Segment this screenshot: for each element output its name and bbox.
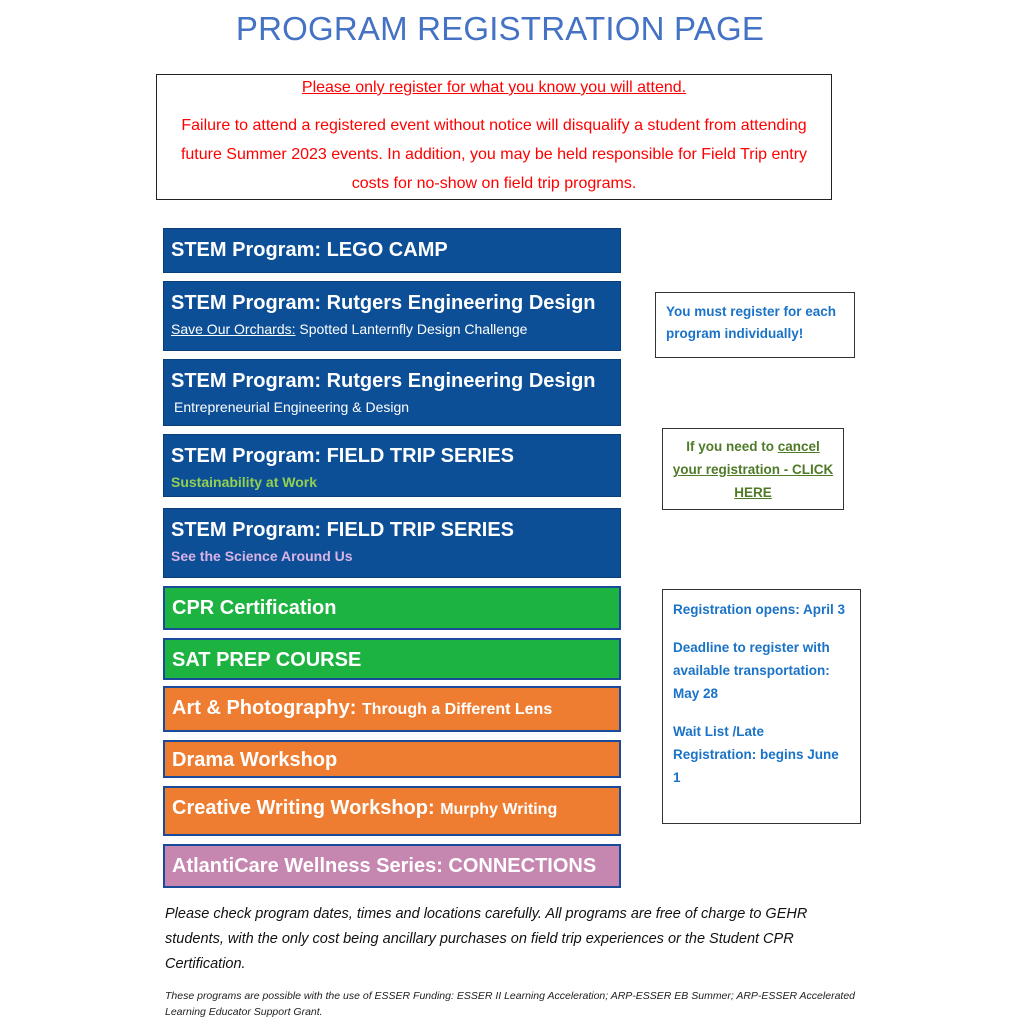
cancel-prefix: If you need to	[686, 439, 778, 454]
program-lego-camp[interactable]	[163, 228, 621, 273]
program-subtitle: Through a Different Lens	[362, 701, 553, 718]
program-title: Art & Photography: Through a Different Lens	[172, 697, 553, 719]
cancel-registration-box	[662, 428, 844, 510]
notice-body: Failure to attend a registered event without notice will disqualify a student from attending future Summer 2023 events. In addition, you may be held responsible for Field Trip entry costs for no-show on field trip programs.	[180, 117, 808, 192]
program-title: STEM Program: Rutgers Engineering Design	[171, 370, 596, 392]
program-subtitle: Sustainability at Work	[171, 474, 317, 490]
program-title: CPR Certification	[172, 597, 337, 619]
program-subtitle: Save Our Orchards: Spotted Lanternfly Design Challenge	[171, 321, 528, 337]
program-info-note: Please check program dates, times and locations carefully. All programs are free of charge to GEHR students, with the only cost being ancillary purchases on field trip experiences or the Student CPR Certification.	[165, 906, 808, 972]
program-rutgers-entrepreneurial[interactable]	[163, 359, 621, 426]
waitlist-info: Wait List /Late Registration: begins June 1	[673, 724, 839, 785]
program-title: SAT PREP COURSE	[172, 649, 362, 671]
program-title: Drama Workshop	[172, 749, 338, 771]
registration-deadline: Deadline to register with available transportation: May 28	[673, 640, 830, 701]
program-title: Creative Writing Workshop: Murphy Writing	[172, 797, 558, 819]
program-title: STEM Program: FIELD TRIP SERIES	[171, 519, 515, 541]
subtitle-link[interactable]: Save Our Orchards:	[171, 321, 296, 337]
program-title: AtlantiCare Wellness Series: CONNECTIONS	[172, 855, 597, 877]
cancel-registration-link[interactable]: cancel your registration - CLICK HERE	[672, 439, 834, 500]
register-individually-note: You must register for each program individually!	[655, 292, 855, 358]
program-sat-prep[interactable]	[163, 638, 621, 680]
program-title: STEM Program: LEGO CAMP	[171, 239, 448, 261]
attendance-notice	[156, 74, 832, 200]
program-title: STEM Program: Rutgers Engineering Design	[171, 292, 596, 314]
program-rutgers-orchards[interactable]	[163, 281, 621, 351]
program-field-trip-science[interactable]	[163, 508, 621, 578]
program-cpr-certification[interactable]	[163, 586, 621, 630]
registration-opens: Registration opens: April 3	[673, 602, 846, 617]
program-subtitle: Entrepreneurial Engineering & Design	[174, 399, 410, 415]
registration-dates-box	[662, 589, 861, 824]
program-field-trip-sustainability[interactable]	[163, 434, 621, 497]
program-creative-writing[interactable]	[163, 786, 621, 836]
program-subtitle: See the Science Around Us	[171, 548, 353, 564]
funding-footnote: These programs are possible with the use of ESSER Funding: ESSER II Learning Acceleration; ARP-ESSER EB Summer; ARP-ESSER Accelerated Learning Educator Support Grant.	[165, 990, 856, 1018]
program-drama-workshop[interactable]	[163, 740, 621, 778]
program-art-photography[interactable]	[163, 686, 621, 732]
program-title: STEM Program: FIELD TRIP SERIES	[171, 445, 515, 467]
program-subtitle: Murphy Writing	[440, 801, 558, 818]
page-title: PROGRAM REGISTRATION PAGE	[235, 10, 765, 47]
notice-heading: Please only register for what you know you will attend.	[301, 79, 687, 96]
program-atlanticare-wellness[interactable]	[163, 844, 621, 888]
